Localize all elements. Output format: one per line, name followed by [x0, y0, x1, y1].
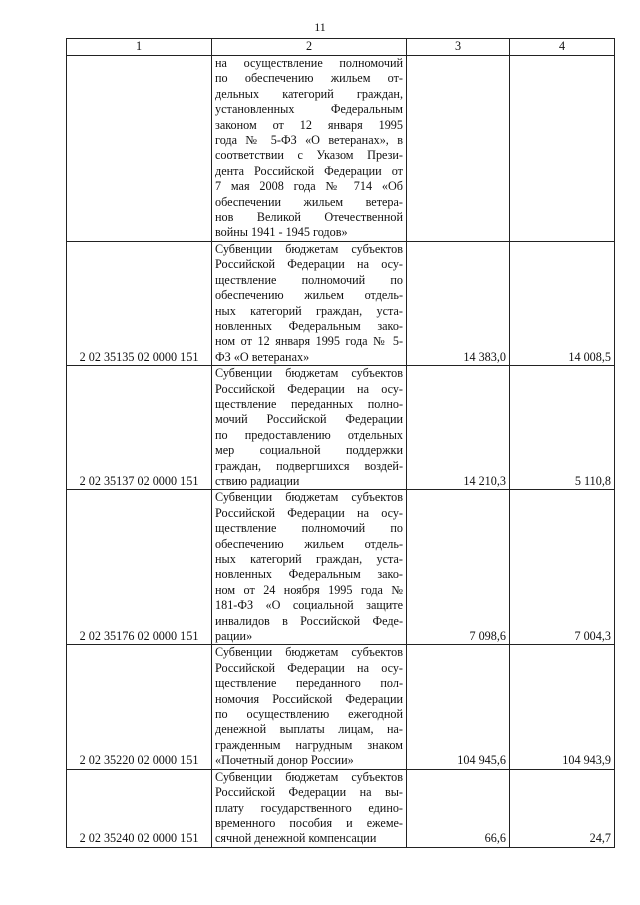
table-row — [67, 769, 615, 847]
description-line: дельных категорий граждан, — [215, 86, 403, 101]
description-line: по обеспечению жильем от- — [215, 71, 403, 86]
description-line: рации» — [215, 629, 253, 644]
description-line: ществление переданных полно- — [215, 396, 403, 411]
amount-column-3 — [407, 56, 510, 242]
description-line: обеспечении жильем ветера- — [215, 194, 403, 209]
description-line: ном от 12 января 1995 года № 5- — [215, 334, 403, 349]
amount-column-4: 14 008,5 — [510, 241, 615, 365]
amount-column-3: 7 098,6 — [407, 490, 510, 645]
description-line: мер социальной поддержки — [215, 443, 403, 458]
description-cell — [212, 645, 407, 769]
budget-code-cell: 2 02 35135 02 0000 151 — [67, 241, 212, 365]
table-row — [67, 490, 615, 645]
description-line: Субвенции бюджетам субъектов — [215, 645, 403, 660]
amount-column-4 — [510, 56, 615, 242]
table-row — [67, 56, 615, 242]
description-line: ществление полномочий по — [215, 521, 403, 536]
budget-code-cell: 2 02 35137 02 0000 151 — [67, 366, 212, 490]
description-line: законом от 12 января 1995 — [215, 117, 403, 132]
column-header-1: 1 — [67, 39, 212, 56]
description-line: обеспечению жильем отдель- — [215, 536, 403, 551]
description-cell — [212, 490, 407, 645]
amount-column-3: 14 210,3 — [407, 366, 510, 490]
description-line: Субвенции бюджетам субъектов — [215, 769, 403, 784]
description-line: года № 5-ФЗ «О ветеранах», в — [215, 133, 403, 148]
budget-code-cell — [67, 56, 212, 242]
description-line: ном от 24 ноября 1995 года № — [215, 582, 403, 597]
description-line: новленных Федеральным зако- — [215, 567, 403, 582]
column-header-4: 4 — [510, 39, 615, 56]
description-cell — [212, 366, 407, 490]
description-line: ствию радиации — [215, 473, 300, 488]
description-line: 7 мая 2008 года № 714 «Об — [215, 179, 403, 194]
description-line: Субвенции бюджетам субъектов — [215, 366, 403, 381]
description-line: ФЗ «О ветеранах» — [215, 349, 310, 364]
description-cell — [212, 241, 407, 365]
table-row — [67, 241, 615, 365]
budget-table — [66, 38, 615, 848]
description-line: сячной денежной компенсации — [215, 831, 377, 846]
description-line: гражденным нагрудным знаком — [215, 737, 403, 752]
description-line: Субвенции бюджетам субъектов — [215, 490, 403, 505]
description-line: дента Российской Федерации от — [215, 163, 403, 178]
amount-column-3: 14 383,0 — [407, 241, 510, 365]
description-line: временного пособия и ежеме- — [215, 815, 403, 830]
description-line: на осуществление полномочий — [215, 56, 403, 70]
description-line: новленных Федеральным зако- — [215, 318, 403, 333]
description-line: граждан, подвергшихся воздей- — [215, 458, 403, 473]
table-header — [67, 39, 615, 56]
amount-column-3: 104 945,6 — [407, 645, 510, 769]
description-line: ществление переданного пол- — [215, 676, 403, 691]
description-line: обеспечению жильем отдель- — [215, 288, 403, 303]
page-number: 11 — [314, 20, 326, 34]
amount-column-4: 24,7 — [510, 769, 615, 847]
description-line: Российской Федерации на осу- — [215, 505, 403, 520]
description-line: по осуществлению ежегодной — [215, 707, 403, 722]
amount-column-4: 5 110,8 — [510, 366, 615, 490]
description-line: плату государственного едино- — [215, 800, 403, 815]
amount-column-4: 104 943,9 — [510, 645, 615, 769]
description-line: Российской Федерации на осу- — [215, 381, 403, 396]
table-body — [67, 56, 615, 848]
description-cell — [212, 769, 407, 847]
budget-code-cell: 2 02 35176 02 0000 151 — [67, 490, 212, 645]
description-line: войны 1941 - 1945 годов» — [215, 225, 348, 240]
budget-code-cell: 2 02 35220 02 0000 151 — [67, 645, 212, 769]
description-line: соответствии с Указом Прези- — [215, 148, 403, 163]
description-line: 181-ФЗ «О социальной защите — [215, 598, 403, 613]
description-line: Российской Федерации на осу- — [215, 660, 403, 675]
description-line: Российской Федерации на осу- — [215, 257, 403, 272]
description-line: ществление полномочий по — [215, 272, 403, 287]
description-line: инвалидов в Российской Феде- — [215, 613, 403, 628]
description-line: Субвенции бюджетам субъектов — [215, 241, 403, 256]
description-line: Российской Федерации на вы- — [215, 785, 403, 800]
table-row — [67, 645, 615, 769]
table-row — [67, 366, 615, 490]
budget-code-cell: 2 02 35240 02 0000 151 — [67, 769, 212, 847]
description-line: ных категорий граждан, уста- — [215, 303, 403, 318]
column-header-2: 2 — [212, 39, 407, 56]
description-line: мочий Российской Федерации — [215, 412, 403, 427]
amount-column-4: 7 004,3 — [510, 490, 615, 645]
description-line: номочия Российской Федерации — [215, 691, 403, 706]
description-line: нов Великой Отечественной — [215, 210, 403, 225]
amount-column-3: 66,6 — [407, 769, 510, 847]
description-line: ных категорий граждан, уста- — [215, 552, 403, 566]
description-line: «Почетный донор России» — [215, 753, 354, 768]
description-cell — [212, 56, 407, 242]
description-line: установленных Федеральным — [215, 102, 403, 117]
description-line: по предоставлению отдельных — [215, 427, 403, 442]
column-header-3: 3 — [407, 39, 510, 56]
description-line: денежной выплаты лицам, на- — [215, 722, 403, 737]
